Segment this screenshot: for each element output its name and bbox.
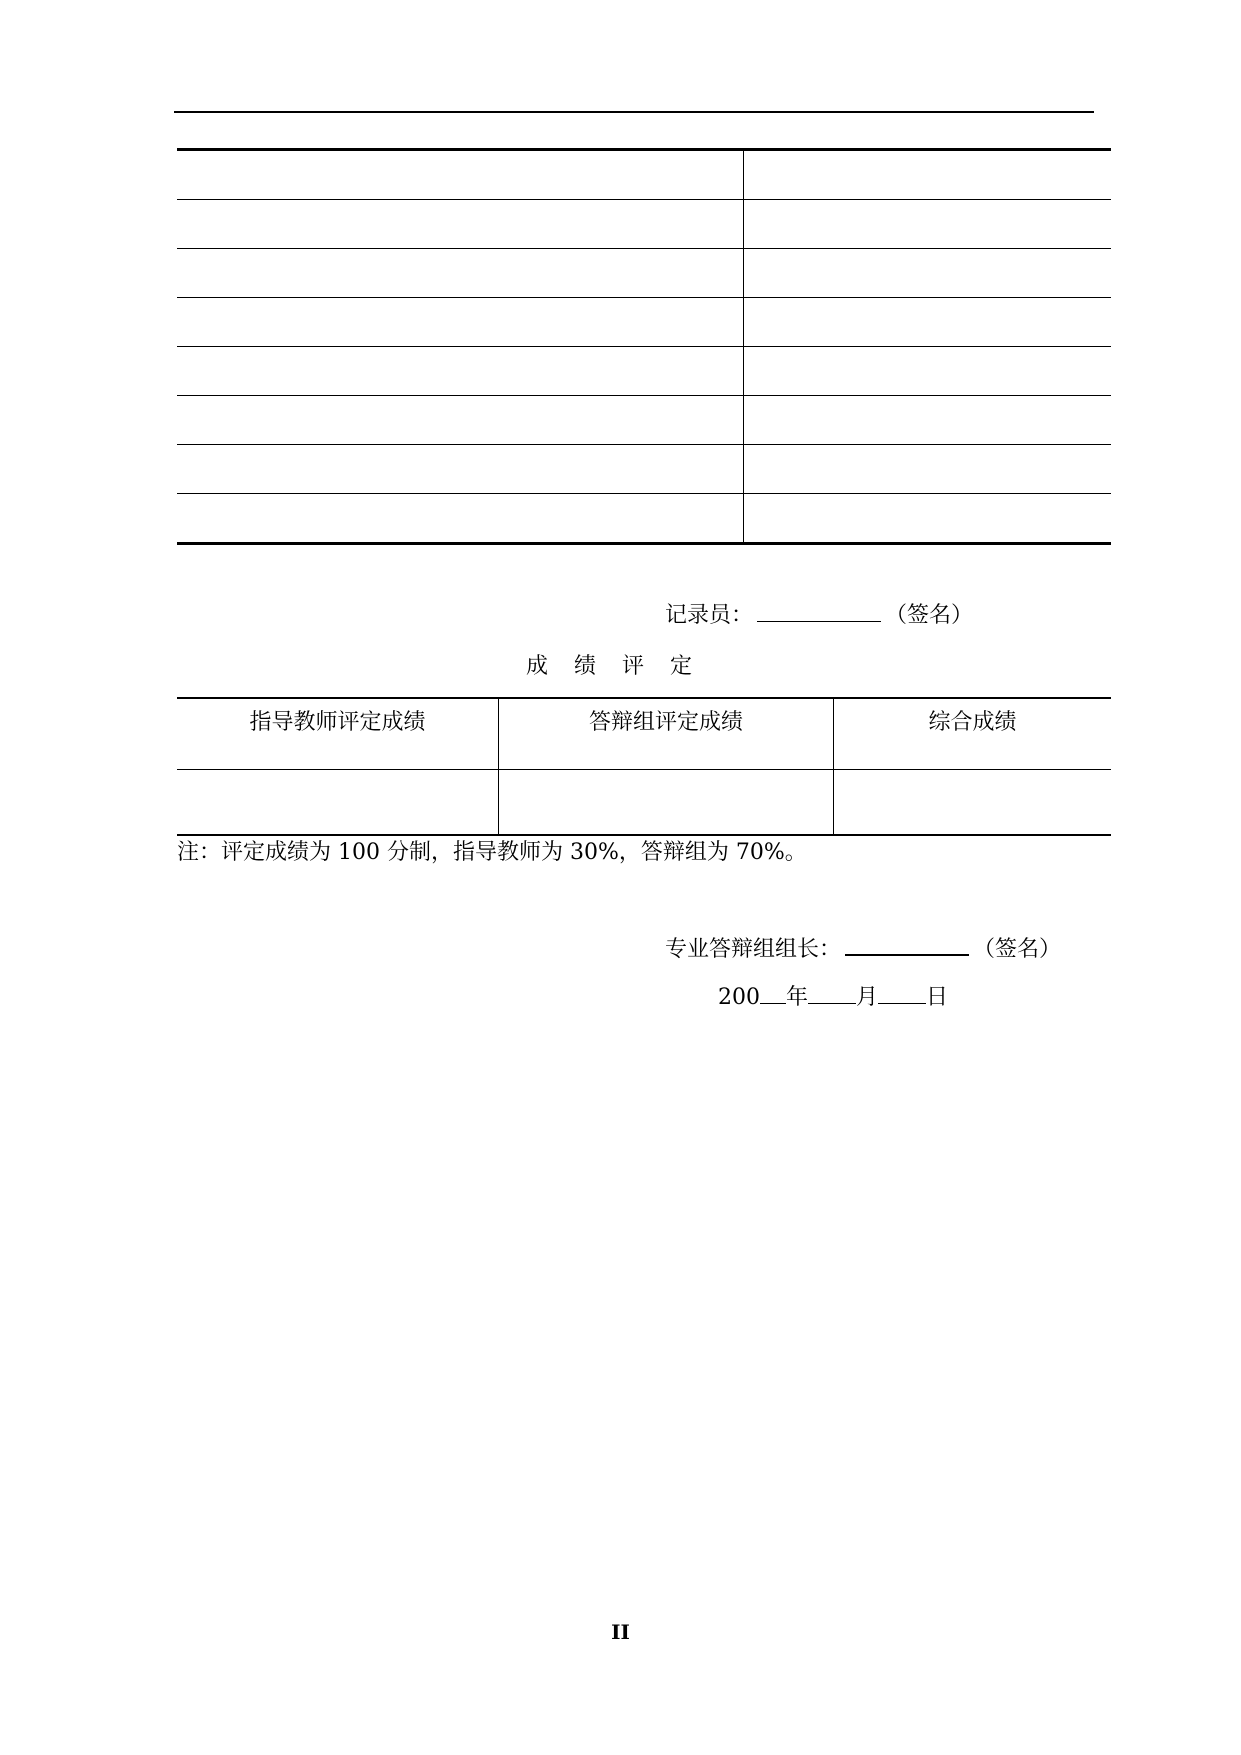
table-row <box>177 200 1111 249</box>
page-number: II <box>611 1620 630 1644</box>
record-cell[interactable] <box>744 494 1112 544</box>
recorder-sign-note: （签名） <box>885 603 974 629</box>
table-row <box>177 347 1111 396</box>
record-cell[interactable] <box>744 445 1112 494</box>
table-row <box>177 445 1111 494</box>
header-advisor-grade: 指导教师评定成绩 <box>177 698 499 770</box>
recorder-signature-line <box>665 598 973 629</box>
day-label: 日 <box>926 985 949 1011</box>
year-prefix: 200 <box>718 985 760 1011</box>
leader-signature-line <box>665 931 1061 963</box>
header-overall-grade: 综合成绩 <box>834 698 1112 770</box>
day-blank[interactable] <box>878 980 926 1004</box>
header-rule <box>174 111 1094 113</box>
record-cell[interactable] <box>177 200 744 249</box>
year-label: 年 <box>786 985 809 1011</box>
recorder-signature-blank[interactable] <box>757 598 881 622</box>
month-label: 月 <box>856 985 879 1011</box>
grade-table <box>177 697 1111 836</box>
date-line <box>718 980 948 1011</box>
table-row <box>177 770 1111 836</box>
table-row <box>177 249 1111 298</box>
table-row <box>177 150 1111 200</box>
table-header-row <box>177 698 1111 770</box>
recorder-label: 记录员： <box>665 603 754 629</box>
record-cell[interactable] <box>744 200 1112 249</box>
record-cell[interactable] <box>177 445 744 494</box>
table-row <box>177 494 1111 544</box>
record-cell[interactable] <box>177 249 744 298</box>
advisor-grade-cell[interactable] <box>177 770 499 836</box>
grading-note: 注：评定成绩为 100 分制，指导教师为 30%，答辩组为 70%。 <box>177 840 807 865</box>
overall-grade-cell[interactable] <box>834 770 1112 836</box>
leader-label: 专业答辩组组长： <box>665 937 842 963</box>
record-cell[interactable] <box>744 347 1112 396</box>
table-row <box>177 396 1111 445</box>
header-committee-grade: 答辩组评定成绩 <box>499 698 834 770</box>
record-cell[interactable] <box>177 298 744 347</box>
leader-signature-blank[interactable] <box>845 931 969 956</box>
grade-section-title: 成绩评定 <box>526 654 719 679</box>
leader-sign-note: （签名） <box>973 937 1062 963</box>
record-table <box>177 148 1111 545</box>
record-cell[interactable] <box>177 494 744 544</box>
record-cell[interactable] <box>744 249 1112 298</box>
record-cell[interactable] <box>744 150 1112 200</box>
record-cell[interactable] <box>744 396 1112 445</box>
year-blank[interactable] <box>760 980 786 1004</box>
table-row <box>177 298 1111 347</box>
record-cell[interactable] <box>177 150 744 200</box>
committee-grade-cell[interactable] <box>499 770 834 836</box>
record-cell[interactable] <box>177 347 744 396</box>
record-cell[interactable] <box>744 298 1112 347</box>
month-blank[interactable] <box>808 980 856 1004</box>
record-cell[interactable] <box>177 396 744 445</box>
